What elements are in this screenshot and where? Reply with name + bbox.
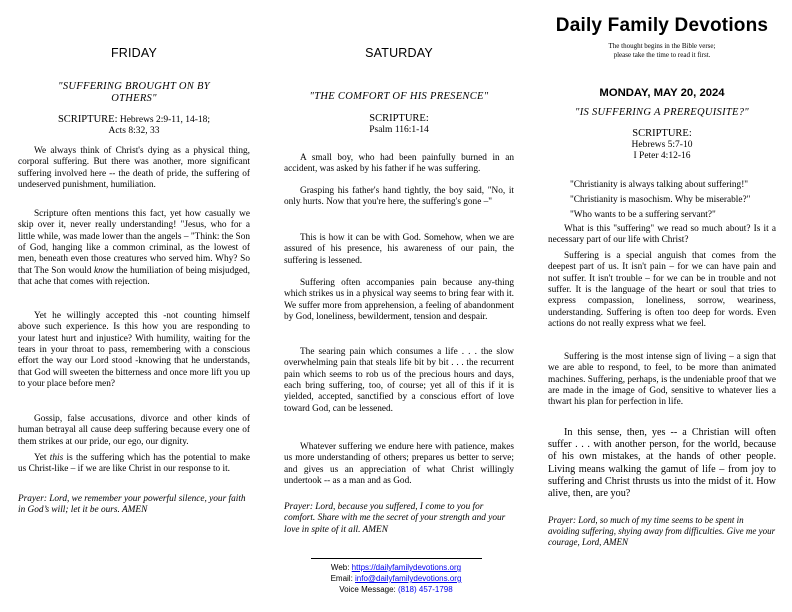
monday-prayer: Prayer: Lord, so much of my time seems to be spent in avoiding suffering, shying away from difficulties. Give me your courage, Lord, AMEN bbox=[548, 515, 776, 547]
saturday-scripture-label: SCRIPTURE: bbox=[369, 113, 429, 124]
friday-title: "SUFFERING BROUGHT ON BY OTHERS" bbox=[58, 81, 210, 104]
friday-p2-text-a: Scripture often mentions this fact, yet how casually we skip over it, never really understanding! "Jesus, who for a little while, was made lower than the angels – "Think: the Son of God, hanging like a common criminal, as the lowest of men, beneath even those creatures who served him. Why? So that The Son would bbox=[18, 209, 250, 276]
footer-email-label: Email: bbox=[330, 574, 356, 583]
tagline-line-2: please take the time to read it first. bbox=[613, 51, 711, 59]
friday-p5-text-b: is the suffering which has the potential to make us Christ-like – if we are like Christ in our response to it. bbox=[18, 453, 251, 475]
monday-date: MONDAY, MAY 20, 2024 bbox=[599, 87, 725, 99]
saturday-scripture bbox=[284, 113, 514, 136]
monday-quote-1: "Christianity is always talking about suffering!" bbox=[570, 180, 749, 190]
monday-scripture-label: SCRIPTURE: bbox=[632, 128, 692, 139]
friday-prayer: Prayer: Lord, we remember your powerful silence, your faith in God’s will; let it be ours. AMEN bbox=[18, 494, 246, 516]
friday-scripture-label: SCRIPTURE: bbox=[57, 114, 118, 125]
friday-p5-text-a: Yet bbox=[34, 453, 50, 463]
monday-paragraph-2: Suffering is a special anguish that comes from the deepest part of us. It isn't pain – for we can have pain and not suffer. It isn't trouble – for we can be in trouble and not suffer. It is the language of the heart or soul that tries to express compassion, loneliness, sorrow, weariness, understanding. Suffering is often too deep for words. Even actions do not really express what we feel. bbox=[548, 251, 776, 330]
saturday-paragraph-5: The searing pain which consumes a life . . . the slow overwhelming pain that steals life bit by bit . . . the recurrent pain which seems to rob us of the precious hours and days, each bring suffering, too, of course; yet all of this if it is yielded, accepted, sanctified by a conscious effort of love toward God, can be lessened. bbox=[284, 347, 514, 414]
monday-paragraph-1: What is this "suffering" we read so much about? Is it a necessary part of our life with Christ? bbox=[548, 224, 776, 246]
saturday-paragraph-4: Suffering often accompanies pain because any-thing which strikes us in a physical way seems to bring fear with it. We suffer more from apprehension, a feeling of abandonment by God, loneliness, bewilderment, tension and despair. bbox=[284, 278, 514, 323]
monday-scripture bbox=[548, 128, 776, 162]
footer-email-line bbox=[311, 574, 481, 584]
friday-p2-emphasis: know bbox=[94, 265, 114, 276]
monday-quote-2: "Christianity is masochism. Why be miserable?" bbox=[570, 195, 751, 205]
saturday-paragraph-2: Grasping his father's hand tightly, the boy said, "No, it only hurts. Now that you're here, the suffering's gone –" bbox=[284, 186, 514, 208]
saturday-paragraph-6: Whatever suffering we endure here with patience, makes us more understanding of others; prepares us better to serve; and gives us an appreciation of what Christ willingly undertook -- as a man and as God. bbox=[284, 442, 514, 487]
tagline-line-1: The thought begins in the Bible verse; bbox=[608, 42, 716, 50]
phone-number[interactable]: (818) 457-1798 bbox=[397, 585, 453, 594]
website-link[interactable]: https://dailyfamilydevotions.org bbox=[351, 563, 462, 572]
monday-scripture-ref1: Hebrews 5:7-10 bbox=[631, 140, 693, 150]
brand-title: Daily Family Devotions bbox=[555, 15, 769, 36]
friday-scripture bbox=[18, 114, 250, 137]
friday-paragraph-4: Gossip, false accusations, divorce and other kinds of human betrayal all cause deep suffering because every one of them strikes at our pride, our ego, our dignity. bbox=[18, 414, 250, 447]
monday-paragraph-3: Suffering is the most intense sign of living – a sign that we are able to respond, to feel, to be more than animated machines. Suffering, perhaps, is the undeniable proof that we are made in the image of God, sensitive to whatever lies a thwart his plan for perfection in life. bbox=[548, 352, 776, 408]
friday-paragraph-3: Yet he willingly accepted this -not counting himself above such experience. Is this how you are responding to your latest hurt and injustice? With humility, waiting for the tears in your throat to pass, remembering with a conscious effort the way our Lord stood -knowing that he understands, that God will sweeten the bitterness and once more lift you up to your place before men? bbox=[18, 311, 250, 390]
saturday-title: "THE COMFORT OF HIS PRESENCE" bbox=[309, 91, 489, 102]
saturday-scripture-ref: Psalm 116:1-14 bbox=[369, 125, 429, 135]
contact-footer bbox=[311, 558, 482, 594]
monday-quote-3: "Who wants to be a suffering servant?" bbox=[570, 210, 716, 220]
saturday-paragraph-1: A small boy, who had been painfully burned in an accident, was asked by his father if he was suffering. bbox=[284, 153, 514, 175]
email-link[interactable]: info@dailyfamilydevotions.org bbox=[355, 574, 462, 583]
saturday-day-heading: SATURDAY bbox=[365, 46, 433, 60]
footer-voice-line bbox=[311, 585, 481, 595]
friday-paragraph-2 bbox=[18, 209, 250, 288]
friday-paragraph-1: We always think of Christ's dying as a physical thing, corporal suffering. But there was another, more significant suffering involved here -- the death of pride, the suffering of undeserved punishment, humiliation. bbox=[18, 146, 250, 191]
footer-web-label: Web: bbox=[330, 563, 352, 572]
footer-voice-label: Voice Message: bbox=[339, 585, 398, 594]
monday-title: "IS SUFFERING A PREREQUISITE?" bbox=[574, 107, 750, 118]
friday-p5-emphasis: this bbox=[49, 453, 64, 463]
friday-paragraph-5 bbox=[18, 453, 250, 476]
friday-scripture-ref1: Hebrews 2:9-11, 14-18; bbox=[119, 115, 211, 125]
tagline bbox=[548, 42, 776, 60]
saturday-paragraph-3: This is how it can be with God. Somehow, when we are assured of his presence, his awareness of our pain, the suffering is lessened. bbox=[284, 233, 514, 266]
monday-paragraph-4: In this sense, then, yes -- a Christian will often suffer . . . with another person, for the world, because of his own mistakes, at the hands of other people. Living means walking the gamut of life – from joy to suffering and Christ thrusts us into the midst of it. How alive, then, are you? bbox=[548, 427, 776, 500]
friday-day-heading: FRIDAY bbox=[110, 46, 158, 60]
monday-scripture-ref2: I Peter 4:12-16 bbox=[633, 151, 691, 161]
saturday-prayer: Prayer: Lord, because you suffered, I come to you for comfort. Share with me the secret of your strength and your love in spite of it all. AMEN bbox=[284, 502, 506, 535]
footer-web-line bbox=[311, 563, 481, 573]
friday-scripture-ref2: Acts 8:32, 33 bbox=[108, 126, 160, 136]
friday-p2-text-b: the humiliation of being misjudged, that ache that comes with rejection. bbox=[18, 265, 250, 288]
